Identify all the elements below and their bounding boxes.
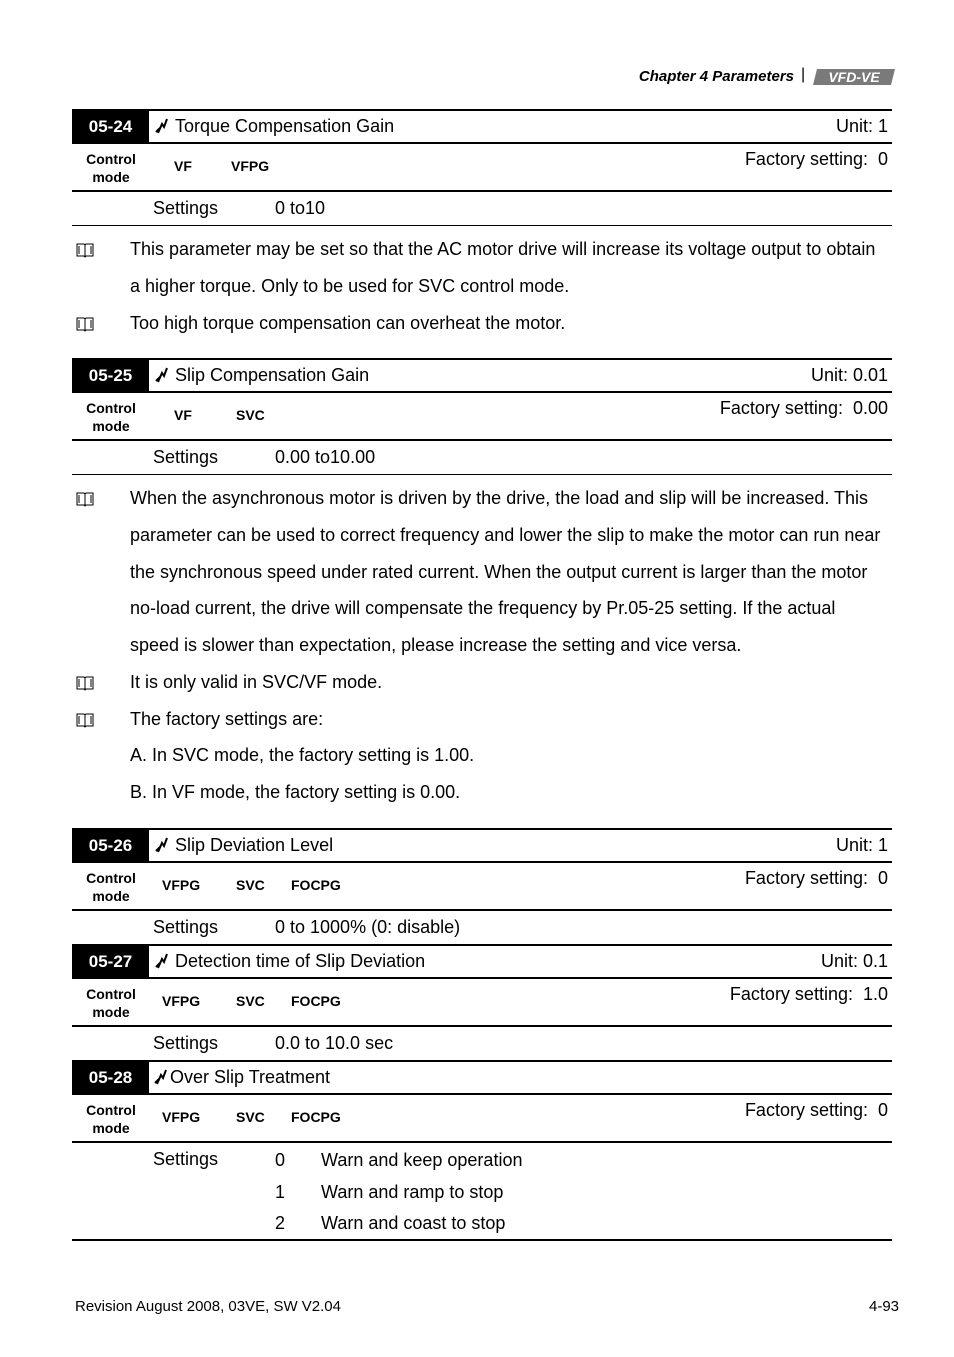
note-text: It is only valid in SVC/VF mode. <box>130 672 383 692</box>
mode-svc: SVC <box>236 993 265 1009</box>
note-text: a higher torque. Only to be used for SVC control mode. <box>130 276 570 296</box>
settings-value: 0.0 to 10.0 sec <box>275 1033 394 1053</box>
factory-setting: Factory setting: 0 <box>744 149 888 169</box>
note-text: This parameter may be set so that the AC motor drive will increase its voltage output to obtain <box>130 239 876 259</box>
settings-label: Settings <box>153 917 219 937</box>
param-unit: Unit: 1 <box>835 116 888 136</box>
note-text: Too high torque compensation can overheat the motor. <box>130 313 566 333</box>
mode-focpg: FOCPG <box>291 877 341 893</box>
mode-vf: VF <box>174 407 192 423</box>
control-mode-label: Control mode <box>86 400 136 434</box>
mode-svc: SVC <box>236 1109 265 1125</box>
revision-text: Revision August 2008, 03VE, SW V2.04 <box>75 1298 341 1315</box>
settings-label: Settings <box>153 198 219 218</box>
run-editable-icon <box>155 118 169 134</box>
param-number: 05-28 <box>72 1060 149 1095</box>
run-editable-icon <box>155 953 169 969</box>
book-icon <box>75 491 95 507</box>
param-unit: Unit: 0.01 <box>810 365 888 385</box>
run-editable-icon <box>155 837 169 853</box>
control-mode-label: Control mode <box>86 151 136 185</box>
book-icon <box>75 675 95 691</box>
note-text: the synchronous speed under rated current. When the output current is larger than the motor <box>130 562 868 582</box>
page-number: 4-93 <box>869 1298 900 1315</box>
note-text: B. In VF mode, the factory setting is 0.00. <box>130 782 461 802</box>
note-text: When the asynchronous motor is driven by the drive, the load and slip will be increased. This <box>130 488 869 508</box>
book-icon <box>75 242 95 258</box>
vfd-ve-logo <box>813 69 895 85</box>
param-title: Torque Compensation Gain <box>175 116 395 136</box>
mode-svc: SVC <box>236 877 265 893</box>
settings-label: Settings <box>153 1149 219 1169</box>
run-editable-icon <box>154 1069 168 1085</box>
settings-value: 0 to10 <box>275 198 326 218</box>
logo-text: VFD-VE <box>828 69 880 85</box>
option-value: 0 <box>275 1150 286 1170</box>
param-title: Over Slip Treatment <box>170 1067 331 1087</box>
mode-svc: SVC <box>236 407 265 423</box>
option-text: Warn and coast to stop <box>321 1213 506 1233</box>
param-title: Slip Deviation Level <box>175 835 334 855</box>
mode-vfpg: VFPG <box>162 1109 201 1125</box>
mode-vfpg: VFPG <box>162 993 201 1009</box>
option-text: Warn and keep operation <box>321 1150 523 1170</box>
note-text: no-load current, the drive will compensate the frequency by Pr.05-25 setting. If the actual <box>130 598 836 618</box>
factory-setting: Factory setting: 1.0 <box>729 984 888 1004</box>
note-text: A. In SVC mode, the factory setting is 1.00. <box>130 745 475 765</box>
param-number: 05-26 <box>72 828 149 863</box>
factory-setting: Factory setting: 0.00 <box>719 398 888 418</box>
param-number: 05-24 <box>72 109 149 144</box>
mode-vfpg: VFPG <box>162 877 201 893</box>
control-mode-label: Control mode <box>86 1102 136 1136</box>
mode-focpg: FOCPG <box>291 1109 341 1125</box>
factory-setting: Factory setting: 0 <box>744 1100 888 1120</box>
param-title: Detection time of Slip Deviation <box>175 951 426 971</box>
param-number: 05-27 <box>72 944 149 979</box>
mode-vfpg: VFPG <box>231 158 270 174</box>
mode-vf: VF <box>174 158 192 174</box>
option-value: 1 <box>275 1182 286 1202</box>
factory-setting: Factory setting: 0 <box>744 868 888 888</box>
option-value: 2 <box>275 1213 286 1233</box>
param-unit: Unit: 1 <box>835 835 888 855</box>
book-icon <box>75 316 95 332</box>
param-title: Slip Compensation Gain <box>175 365 370 385</box>
note-text: parameter can be used to correct frequency and lower the slip to make the motor can run near <box>130 525 881 545</box>
note-text: speed is slower than expectation, please increase the setting and vice versa. <box>130 635 742 655</box>
run-editable-icon <box>155 367 169 383</box>
param-unit: Unit: 0.1 <box>820 951 888 971</box>
mode-focpg: FOCPG <box>291 993 341 1009</box>
option-text: Warn and ramp to stop <box>321 1182 504 1202</box>
chapter-title: Chapter 4 Parameters <box>638 68 794 85</box>
param-number: 05-25 <box>72 358 149 393</box>
control-mode-label: Control mode <box>86 986 136 1020</box>
note-text: The factory settings are: <box>130 709 324 729</box>
settings-label: Settings <box>153 1033 219 1053</box>
header-separator: | <box>801 66 806 83</box>
settings-label: Settings <box>153 447 219 467</box>
book-icon <box>75 712 95 728</box>
settings-value: 0.00 to10.00 <box>275 447 376 467</box>
control-mode-label: Control mode <box>86 870 136 904</box>
settings-value: 0 to 1000% (0: disable) <box>275 917 461 937</box>
